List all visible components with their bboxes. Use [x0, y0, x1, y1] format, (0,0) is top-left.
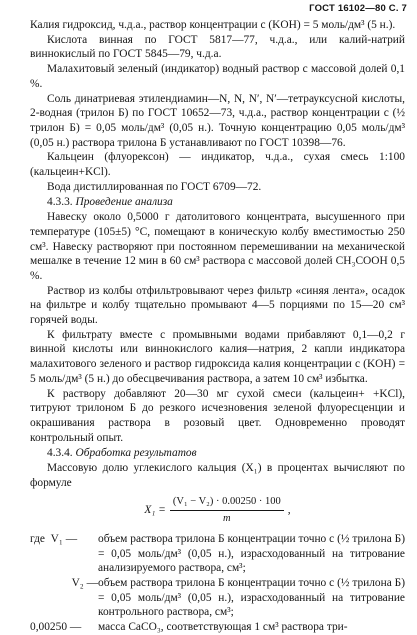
- document-body: [30, 18, 405, 635]
- paragraph-sample-weighing: Навеску около 0,5000 г датолитового концентрата, высушенного при температуре (105±5) °С, помещают в коническую колбу вместимостью 250 см³. Навеску растворяют при постоянном перемешивании на механической мешалке в течение 12 мин в 60 см³ раствора с массовой долей CH₃COOH 0,5 %.: [30, 211, 405, 282]
- definition-symbol: V₂ —: [71, 577, 98, 590]
- paragraph-calcein: Кальцеин (флуорексон) — индикатор, ч.д.а., сухая смесь 1:100 (кальцеин+KCl).: [30, 151, 405, 179]
- section-number: 4.3.4.: [47, 447, 73, 460]
- section-heading-433: [30, 195, 405, 210]
- formula-numerator: (V₁ − V₂) · 0.00250 · 100: [170, 495, 284, 512]
- page-header: ГОСТ 16102—80 С. 7: [309, 3, 407, 14]
- formula-lhs: X₁ =: [144, 504, 166, 517]
- paragraph-titration: К раствору добавляют 20—30 мг сухой смеси (кальцеин+ +KCl), титруют трилоном Б до резкого исчезновения зеленой флуоресценции и окрашивания раствора в розовый цвет. Одновременно проводят контрольный опыт.: [30, 387, 405, 444]
- formula-x1: [30, 495, 405, 527]
- section-heading-434: [30, 446, 405, 461]
- paragraph-formula-intro: Массовую долю углекислого кальция (X₁) в процентах вычисляют по формуле: [30, 462, 405, 489]
- definition-v1: [30, 532, 405, 576]
- definition-text: объем раствора трилона Б концентрации точно c (½ трилона Б) = 0,05 моль/дм³ (0,05 н.), израсходованный на титрование контрольного раствора, см³;: [98, 577, 405, 619]
- definition-text: масса CaCO₃, соответствующая 1 см³ раствора три-: [98, 621, 348, 634]
- definition-text: объем раствора трилона Б концентрации точно c (½ трилона Б) = 0,05 моль/дм³ (0,05 н.), израсходованный на титрование анализируемого раствора, см³;: [98, 532, 405, 575]
- definition-v2: [30, 576, 405, 620]
- formula-denominator: m: [223, 513, 231, 525]
- paragraph-malachite-green: Малахитовый зеленый (индикатор) водный раствор с массовой долей 0,1 %.: [30, 63, 405, 90]
- definitions-list: [30, 532, 405, 635]
- formula-tail: ,: [287, 504, 291, 517]
- paragraph-tartaric-acid: Кислота винная по ГОСТ 5817—77, ч.д.а., или калий-натрий виннокислый по ГОСТ 5845—79, ч.д.а.: [30, 33, 405, 61]
- paragraph-distilled-water: Вода дистиллированная по ГОСТ 6709—72.: [47, 180, 262, 193]
- paragraph-filtrate-treatment: К фильтрату вместе с промывными водами прибавляют 0,1—0,2 г винной кислоты или виннокислого калия—натрия, 2 капли индикатора малахитового зеленого и раствор гидроксида калия концентрации c (KOH) = 5 моль/дм³ (5 н.) до обесцвечивания раствора, а затем 10 см³ избытка.: [30, 328, 405, 385]
- definition-symbol: 0,00250 —: [30, 621, 82, 634]
- definition-mass-caco3: [30, 620, 405, 635]
- paragraph-potassium-hydroxide: Калия гидроксид, ч.д.а., раствор концентрации c (KOH) = 5 моль/дм³ (5 н.).: [30, 19, 396, 31]
- formula-fraction: [170, 495, 284, 527]
- section-title: Проведение анализа: [75, 196, 173, 209]
- paragraph-trilon-b: Соль динатриевая этилендиамин—N, N, N′, N′—тетрауксусной кислоты, 2-водная (трилон Б) по ГОСТ 10652—73, ч.д.а., раствор концентрации c (½ трилон Б) = 0,05 моль/дм³ (0,05 н.). Точную концентрацию 0,05 моль/дм³ (0,05 н.) раствора трилона Б устанавливают по ГОСТ 10398—76.: [30, 92, 405, 149]
- section-title: Обработка результатов: [75, 447, 197, 460]
- section-number: 4.3.3.: [47, 196, 73, 209]
- definition-symbol: где V₁ —: [30, 532, 78, 545]
- paragraph-filtration: Раствор из колбы отфильтровывают через фильтр «синяя лента», осадок на фильтре и колбу тщательно промывают 4—5 порциями по 15—20 см³ горячей воды.: [30, 284, 405, 327]
